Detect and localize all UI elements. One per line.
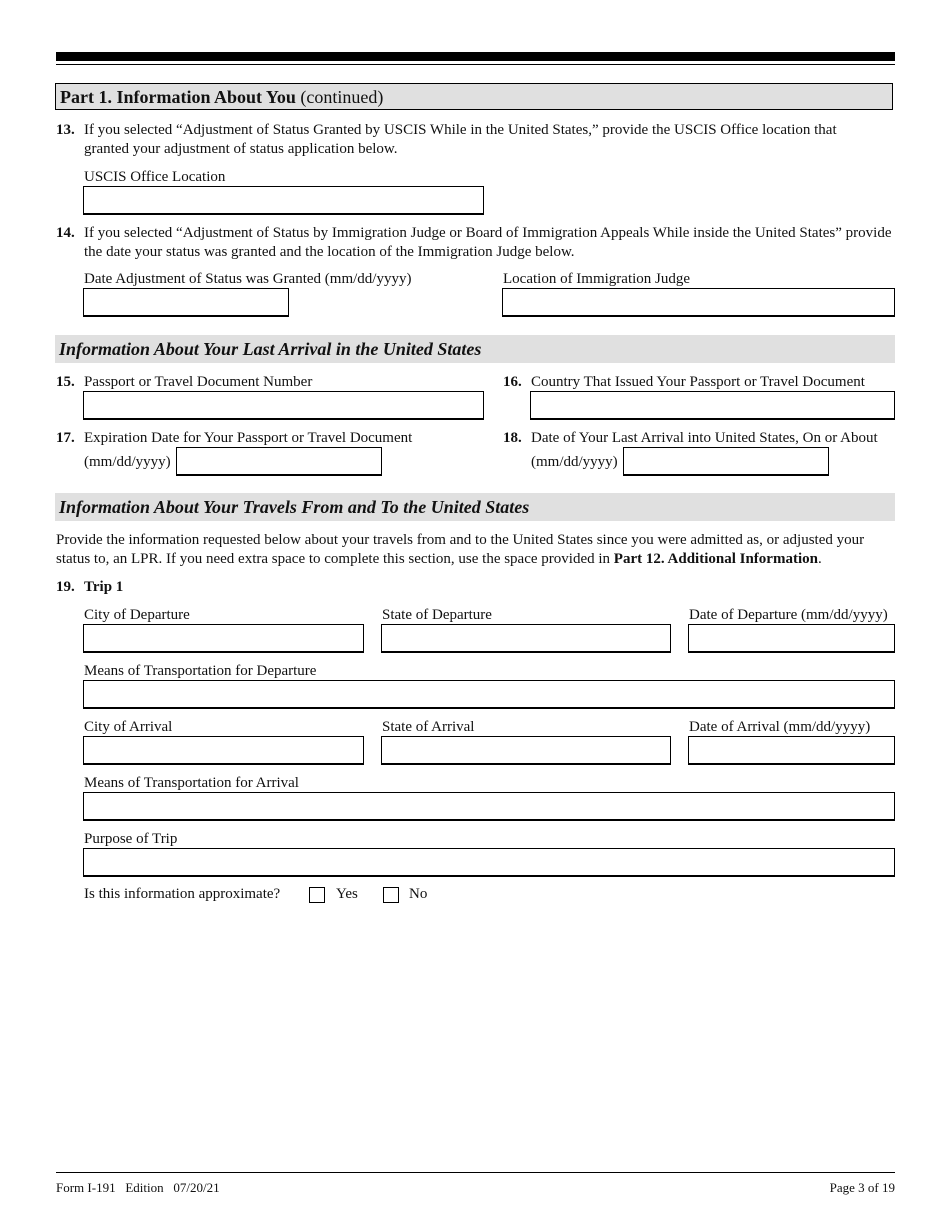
date-arrival-input[interactable]: [688, 736, 895, 765]
state-arrival-label: State of Arrival: [382, 719, 475, 735]
last-arrival-date-label: Date of Your Last Arrival into United States, On or About: [531, 430, 878, 446]
approximate-yes-label: Yes: [336, 886, 358, 902]
q13-number: 13.: [56, 122, 75, 138]
top-thick-rule: [56, 52, 895, 61]
section-travels-header: Information About Your Travels From and To the United States: [55, 493, 895, 521]
purpose-trip-input[interactable]: [83, 848, 895, 877]
location-immigration-judge-input[interactable]: [502, 288, 895, 317]
last-arrival-date-input[interactable]: [623, 447, 829, 476]
location-immigration-judge-label: Location of Immigration Judge: [503, 271, 691, 287]
city-arrival-input[interactable]: [83, 736, 364, 765]
date-adjustment-granted-label: Date Adjustment of Status was Granted (mm/dd/yyyy): [84, 271, 412, 287]
q18-number: 18.: [503, 430, 522, 446]
date-arrival-label: Date of Arrival (mm/dd/yyyy): [689, 719, 871, 735]
q15-number: 15.: [56, 374, 75, 390]
q13-text: If you selected “Adjustment of Status Granted by USCIS While in the United States,” provide the USCIS Office location that granted your adjustment of status application below.: [84, 122, 837, 157]
top-thin-rule: [56, 64, 895, 65]
trip-1-title: Trip 1: [84, 579, 124, 595]
passport-country-input[interactable]: [530, 391, 895, 420]
city-departure-label: City of Departure: [84, 607, 190, 623]
means-departure-label: Means of Transportation for Departure: [84, 663, 317, 679]
passport-number-label: Passport or Travel Document Number: [84, 374, 313, 390]
uscis-office-location-label: USCIS Office Location: [84, 169, 226, 185]
state-departure-input[interactable]: [381, 624, 671, 653]
date-adjustment-granted-input[interactable]: [83, 288, 289, 317]
q17-number: 17.: [56, 430, 75, 446]
q16-number: 16.: [503, 374, 522, 390]
page-number: Page 3 of 19: [829, 1180, 895, 1195]
part-1-header: [55, 83, 893, 110]
approximate-no-label: No: [409, 886, 428, 902]
passport-expiration-date-format: (mm/dd/yyyy): [84, 454, 171, 470]
state-arrival-input[interactable]: [381, 736, 671, 765]
travels-intro-line-2: [56, 550, 822, 569]
last-arrival-date-format: (mm/dd/yyyy): [531, 454, 618, 470]
approximate-yes-checkbox[interactable]: [309, 887, 325, 903]
q19-number: 19.: [56, 579, 75, 595]
city-departure-input[interactable]: [83, 624, 364, 653]
uscis-office-location-input[interactable]: [83, 186, 484, 215]
approximate-no-checkbox[interactable]: [383, 887, 399, 903]
travels-intro-line-1: Provide the information requested below about your travels from and to the United States since you were admitted as, or adjusted your: [56, 532, 865, 548]
passport-country-label: Country That Issued Your Passport or Travel Document: [531, 374, 865, 390]
part-title: Part 1. Information About You: [60, 87, 296, 107]
approximate-question: Is this information approximate?: [84, 886, 281, 902]
city-arrival-label: City of Arrival: [84, 719, 173, 735]
state-departure-label: State of Departure: [382, 607, 492, 623]
travels-intro-text: status to, an LPR. If you need extra space to complete this section, use the space provided in: [56, 551, 614, 567]
passport-expiration-input[interactable]: [176, 447, 382, 476]
q14-number: 14.: [56, 225, 75, 241]
q14-text: If you selected “Adjustment of Status by Immigration Judge or Board of Immigration Appeals While inside the United States” provide the date your status was granted and the location of the Immigration Judge below.: [84, 225, 892, 260]
date-departure-label: Date of Departure (mm/dd/yyyy): [689, 607, 888, 623]
passport-number-input[interactable]: [83, 391, 484, 420]
means-departure-input[interactable]: [83, 680, 895, 709]
form-edition: Form I-191 Edition 07/20/21: [56, 1180, 220, 1195]
additional-information-reference: Part 12. Additional Information: [613, 551, 818, 567]
travels-intro-period: .: [817, 551, 822, 567]
footer-rule: [56, 1172, 895, 1173]
purpose-trip-label: Purpose of Trip: [84, 831, 178, 847]
part-title-suffix: (continued): [295, 87, 384, 107]
date-departure-input[interactable]: [688, 624, 895, 653]
means-arrival-input[interactable]: [83, 792, 895, 821]
section-last-arrival-header: Information About Your Last Arrival in the United States: [55, 335, 895, 363]
means-arrival-label: Means of Transportation for Arrival: [84, 775, 299, 791]
passport-expiration-label: Expiration Date for Your Passport or Travel Document: [84, 430, 413, 446]
